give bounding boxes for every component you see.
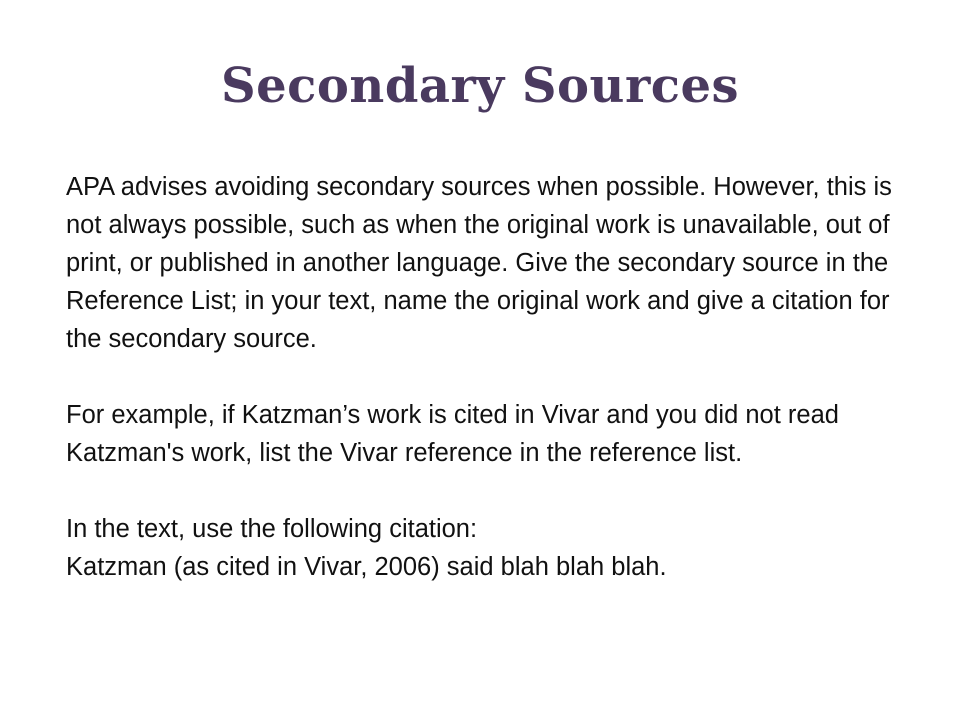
- paragraph-citation-intro: In the text, use the following citation:: [66, 515, 478, 543]
- paragraph-example: For example, if Katzman’s work is cited in Vivar and you did not read Katzman's work, list the Vivar reference in the reference list.: [66, 401, 839, 467]
- slide-title: Secondary Sources: [220, 58, 740, 114]
- slide-body: [66, 168, 926, 586]
- paragraph-apa-advice: APA advises avoiding secondary sources when possible. However, this is not always possible, such as when the original work is unavailable, out of print, or published in another language. Give the secondary source in the Reference List; in your text, name the original work and give a citation for the secondary source.: [66, 173, 892, 353]
- paragraph-spacer: [66, 358, 926, 396]
- paragraph-spacer: [66, 472, 926, 510]
- paragraph-citation-example: Katzman (as cited in Vivar, 2006) said blah blah blah.: [66, 553, 667, 581]
